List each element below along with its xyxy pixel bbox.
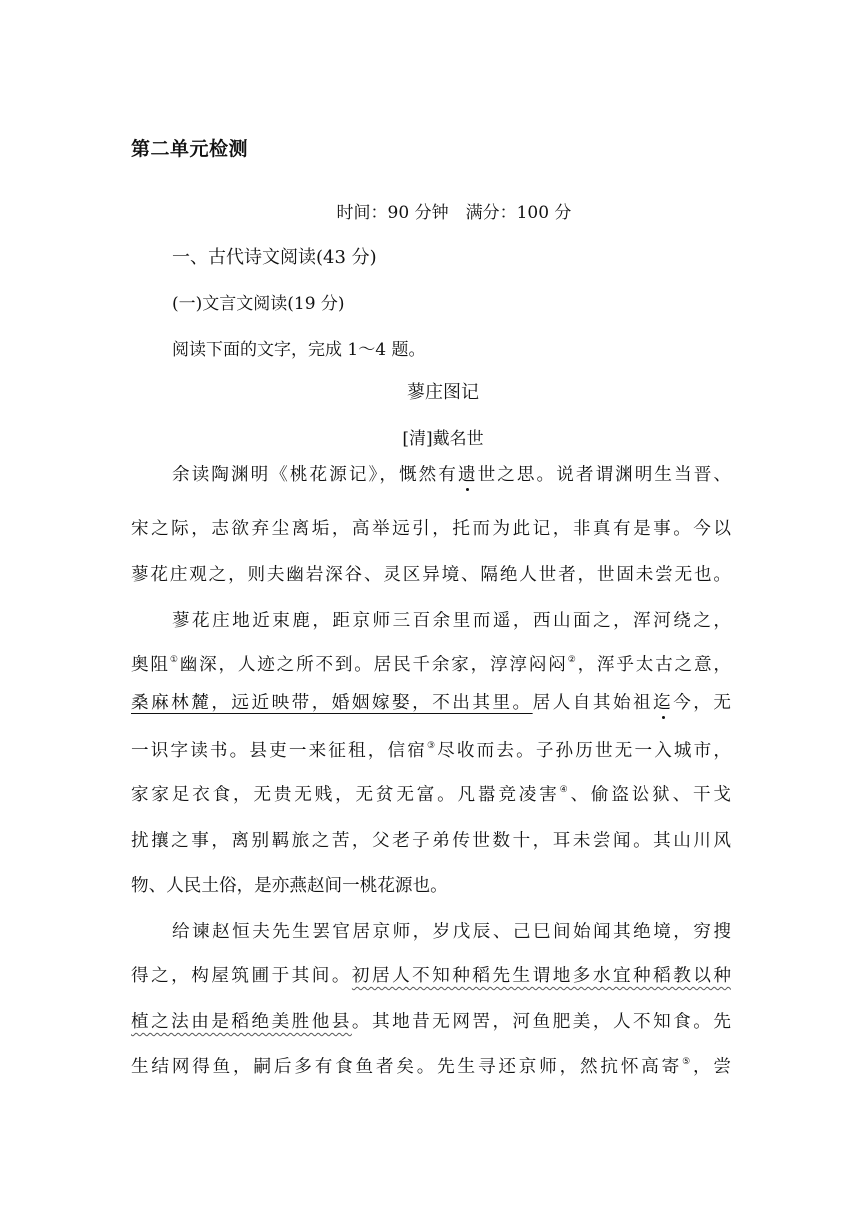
underlined-sentence: 桑麻林麓，远近映带，婚姻嫁娶，不出其里。 (131, 693, 533, 713)
instruction: 阅读下面的文字，完成 1～4 题。 (172, 340, 426, 360)
text-line: 得之，构屋筑圃于其间。初居人不知种稻先生谓地多水宜种稻教以种 (131, 966, 731, 986)
wavy-underlined-sentence: 植之法由是稻绝美胜他县 (131, 1012, 352, 1032)
article-author: [清]戴名世 (402, 429, 484, 449)
text-line: 蓼花庄地近束鹿，距京师三百余里而遥，西山面之，浑河绕之， (172, 611, 731, 631)
footnote-mark: ③ (426, 741, 438, 751)
text-line: 物、人民土俗，是亦燕赵间一桃花源也。 (131, 876, 448, 896)
section-heading: 一、古代诗文阅读(43 分) (172, 247, 377, 268)
doc-title: 第二单元检测 (131, 138, 249, 160)
text-line: 奥阻①幽深，人迹之所不到。居民千余家，淳淳闷闷②，浑乎太古之意， (131, 655, 731, 675)
text-line: 宋之际，志欲弃尘离垢，高举远引，托而为此记，非真有是事。今以 (131, 519, 731, 539)
text-line: 家家足衣食，无贵无贱，无贫无富。凡嚣竞凌害④、偷盗讼狱、干戈 (131, 785, 731, 805)
text-line: 余读陶渊明《桃花源记》，慨然有遗世之思。说者谓渊明生当晋、 (172, 465, 731, 485)
exam-info: 时间：90 分钟 满分：100 分 (336, 203, 572, 223)
footnote-mark: ② (567, 655, 578, 665)
emphasis-dot-char: 迄 (653, 693, 674, 713)
article-title: 蓼庄图记 (407, 382, 479, 403)
text-line: 桑麻林麓，远近映带，婚姻嫁娶，不出其里。居人自其始祖迄今，无 (131, 693, 731, 713)
footnote-mark: ⑤ (682, 1057, 693, 1067)
emphasis-dot-char: 遗 (457, 465, 478, 485)
footnote-mark: ④ (559, 785, 571, 795)
text-line: 一识字读书。县吏一来征租，信宿③尽收而去。子孙历世无一入城市， (131, 741, 731, 761)
text-line: 给谏赵恒夫先生罢官居京师，岁戊辰、己巳间始闻其绝境，穷搜 (172, 922, 731, 942)
text-line: 生结网得鱼，嗣后多有食鱼者矣。先生寻还京师，然抗怀高寄⑤，尝 (131, 1057, 731, 1077)
wavy-underlined-sentence: 初居人不知种稻先生谓地多水宜种稻教以种 (351, 966, 731, 986)
text-line: 扰攘之事，离别羁旅之苦，父老子弟传世数十，耳未尝闻。其山川风 (131, 831, 731, 851)
subsection-heading: (一)文言文阅读(19 分) (172, 294, 345, 314)
text-line: 蓼花庄观之，则夫幽岩深谷、灵区异境、隔绝人世者，世固未尝无也。 (131, 565, 731, 585)
text-line: 植之法由是稻绝美胜他县。其地昔无网罟，河鱼肥美，人不知食。先 (131, 1012, 731, 1032)
footnote-mark: ① (169, 655, 180, 665)
